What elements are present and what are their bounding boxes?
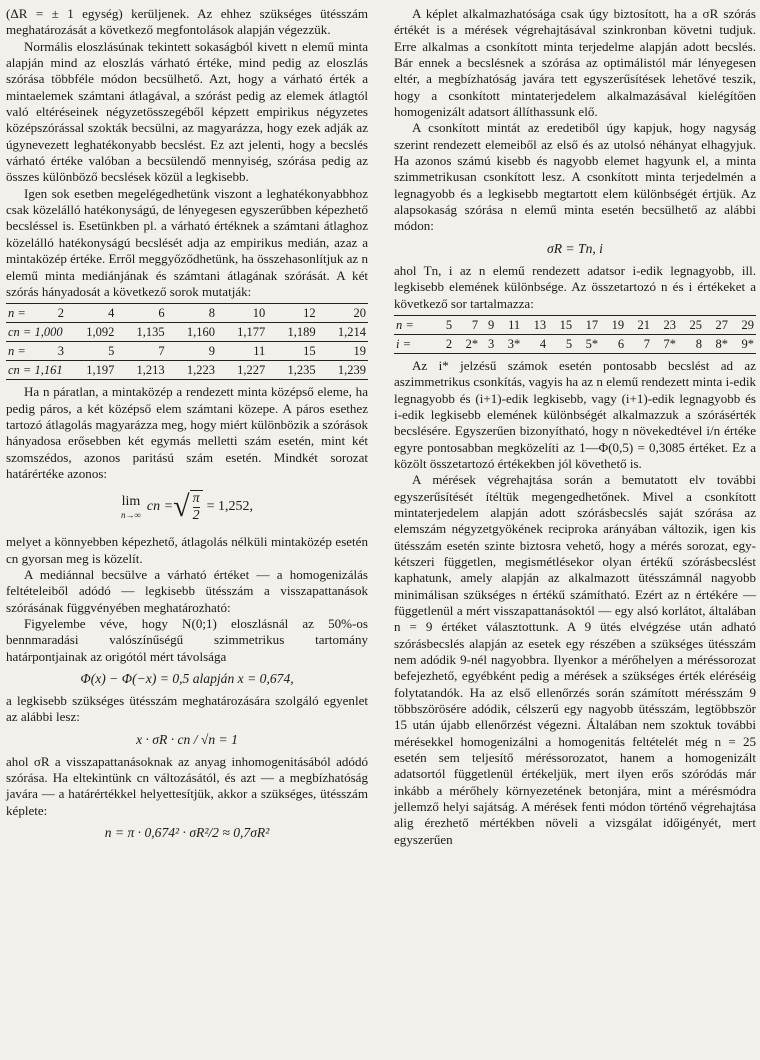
paragraph: A mérések végrehajtása során a bemutatott elv további egyszerűsítését ítéltük megengedhetőnek. Mivel a csonkított mintaterjedelem alapján adott szórásbecslés saját szórása az elemszám négyzetgyökének reciproka arányában változik, igen kis ütésszám esetén szinte biztosra vehető, hogy a mérés sorozat, egy-kétszeri független, megismétlésekor olyan értékű szórásbecslést kaphatunk, amely alapján az alkalmazott ütésszámnál nagyobb minimálisan szükséges n értékű számítható. Ezért az n értékére — függetlenül a mért visszapattanásoktól — egy alsó korlátot, általában n = 9 értéket választottunk. A 9 ütés elvégzése után adható szórásbecslés alapján az esetek egy részében a szükséges ütésszám nem adódik 9-nél nagyobbra. Ilyenkor a mérőhelyen a méréssorozat befejezhető, egyébként pedig a mérések a szükséges érték eléréséig folytatandók. Ha az első ellenőrzés során számított mérésszám 9 többszörösére adódik, célszerű egy nagyobb ütésszám, legtöbbször 15 után újabb ellenőrzést végezni. Általában nem szoktuk további mérésekkel homogenizálni a homogenitás feltételét még n = 25 esetén sem teljesítő méréssorozatot, hanem a homogenizált adatsortól függetlenül értékeljük, mert ilyen erős szóródás már inkább a mérőhely környezetének betonjára, mint a mérésmódra jellemző helyi sajátság. A mérések fenti módon történő végrehajtása alig érezhető mértékben növeli a vizsgálat időigényét, mert egyszerűen — [394, 472, 756, 847]
paragraph: (ΔR = ± 1 egység) kerüljenek. Az ehhez szükséges ütésszám meghatározását a következő megfontolások alapján végezzük. — [6, 6, 368, 38]
paragraph: ahol σR a visszapattanásoknak az anyag inhomogenitásából adódó szórása. Ha eltekintünk cn változásától, és azt — a megbízhatóság javára — a határértékkel helyettesítjük, akkor a szükséges, ütésszám képlete: — [6, 753, 368, 818]
right-column — [394, 6, 756, 848]
paragraph: A mediánnal becsülve a várható értéket — a homogenizálás feltételeiből adódó — legkisebb ütésszám a visszapattanások szórásának függvényében meghatározható: — [6, 566, 368, 615]
paragraph: A képlet alkalmazhatósága csak úgy biztosított, ha a σR szórás értékét is a mérések végrehajtásával szinkronban követni tudjuk. Erre alkalmas a csonkított minta terjedelme alapján adott becslés. Bár ennek a becslésnek a szórása az optimálistól már lényegesen eltér, a megbízhatóság javára tett egyszerűsítések lehetővé teszik, hogy a csonkított mintaterjedelem alkalmazásával kielégítően homogenizált adatsort állíthassunk elő. — [394, 6, 756, 120]
equation: Φ(x) − Φ(−x) = 0,5 alapján x = 0,674, — [80, 671, 294, 686]
table-row: cn = 1,000 1,092 1,135 1,160 1,177 1,189 1,214 — [6, 323, 368, 342]
sqrt-symbol: √ — [173, 490, 190, 524]
paragraph: Figyelembe véve, hogy N(0;1) eloszlásnál az 50%-os bennmaradási valószínűségű szimmetrikus tartomány határpontjainak az origótól mért távolsága — [6, 615, 368, 664]
left-column — [6, 6, 368, 847]
limit-equation: lim n→∞ cn = √ $\frac{\pi}{2}$ = 1,252, — [121, 490, 253, 524]
paragraph: a legkisebb szükséges ütésszám meghatározására szolgáló egyenlet az alábbi lesz: — [6, 693, 368, 725]
paragraph: Igen sok esetben megelégedhetünk viszont a leghatékonyabbhoz csak közelálló hatékonyságú, de lényegesen egyszerűbben képezhető becsléssel is. Esetünkben pl. a várható értéknek a számtani átlaghoz közelálló hatékonyságú becslését adja az empirikus medián, azaz a mintaközép értéke. Erről meggyőződhetünk, ha összehasonlítjuk az n elemű minta mediánjának és számtani átlagának szórását. A két szórás hányadosát a következő sorok mutatják: — [6, 185, 368, 299]
paragraph: Ha n páratlan, a mintaközép a rendezett minta középső eleme, ha pedig páros, a két középső elem számtani közepe. A páros esethez tartozó átlagolás magyarázza meg, hogy miért különbözik a szórások hányadosa erősebben két egymás melletti szám esetén, mint két szomszédos, azonos paritású szám esetén. Mindkét sorozat határértéke azonos: — [6, 384, 368, 481]
paragraph: melyet a könnyebben képezhető, átlagolás nélküli mintaközép esetén cn gyorsan meg is közelít. — [6, 534, 368, 566]
table-row: n = 5 7 9 11 13 15 17 19 21 23 25 27 29 — [394, 315, 756, 334]
table-row: cn = 1,161 1,197 1,213 1,223 1,227 1,235 1,239 — [6, 361, 368, 380]
equation: σR = Tn, i — [547, 240, 603, 256]
paragraph: Az i* jelzésű számok esetén pontosabb becslést ad az aszimmetrikus csonkítás, vagyis ha az n elemű rendezett minta i-edik legnagyobb és (i+1)-edik legkisebb, vagy (i+1)-edik legnagyobb és i-edik legkisebb elemének különbségét alkalmazzuk a szórásérték becslésére. Egyszerűen bizonyítható, hogy n növekedtével i/n értéke egyre pontosabban megközelíti az 1—Φ(0,5) = 0,3085 értéket. Ez a közölt összetartozó értékekben jól követhető is. — [394, 357, 756, 471]
table-row: n = 2 4 6 8 10 12 20 — [6, 304, 368, 323]
n-i-table — [394, 315, 756, 354]
paragraph: A csonkított mintát az eredetiből úgy kapjuk, hogy nagyság szerint rendezett elemeiből az első és az utolsó néhányat elhagyjuk. Ha azonos számú kisebb és nagyobb elemet hagyunk el, a minta szimmetrikusan csonkított lesz. A csonkított minta terjedelmén a legnagyobb és a legkisebb megtartott elem különbségét értjük. Az alapsokaság szórása n elemű minta esetén becsülhető az alábbi módon: — [394, 120, 756, 234]
paragraph: ahol Tn, i az n elemű rendezett adatsor i-edik legnagyobb, ill. legkisebb elemének különbsége. Az összetartozó n és i értékeket a következő sor tartalmazza: — [394, 262, 756, 311]
paragraph: Normális eloszlásúnak tekintett sokaságból kivett n elemű minta alapján mind az eloszlás várható értéke, mind pedig az eloszlás szórása többféle módon becsülhető. Azt, hogy a várható érték a mintaelemek számtani átlagával, a szórást pedig az elemek átlagtól való eltéréseinek négyzetösszegéből képzett empirikus négyzetes középszórással szokták becsülni, az magyarázza, hogy ezek adják az úgynevezett leghatékonyabb becslést. Ez azt jelenti, hogy a becslés várható értéke valóban a becsülendő mennyiség, szórása pedig az összes különböző becslések közül a legkisebb. — [6, 38, 368, 185]
limit-operator: lim n→∞ — [121, 494, 141, 521]
table-row: i = 2 2* 3 3* 4 5 5* 6 7 7* 8 8* 9* — [394, 334, 756, 353]
ratio-table — [6, 303, 368, 380]
fraction: $\frac{\pi}{2}$ — [190, 490, 203, 524]
table-row: n = 3 5 7 9 11 15 19 — [6, 342, 368, 361]
equation: x · σR · cn / √n = 1 — [136, 731, 238, 747]
equation: n = π · 0,674² · σR²/2 ≈ 0,7σR² — [104, 825, 270, 841]
